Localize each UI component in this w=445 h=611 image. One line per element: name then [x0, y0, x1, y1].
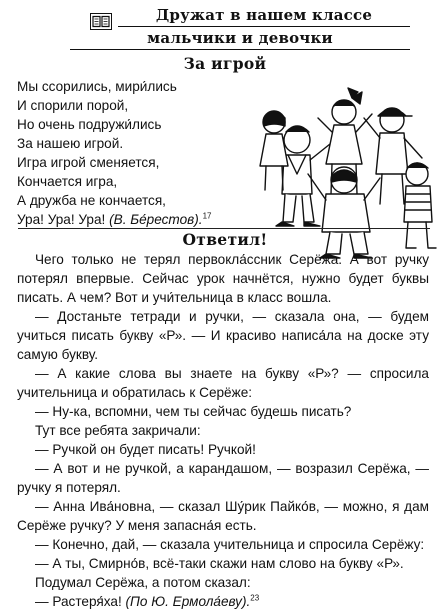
- poem-line: Но очень подружи́лись: [17, 117, 162, 132]
- poem-author: (В. Бе́рестов).: [109, 212, 203, 227]
- poem-footnote: 17: [202, 211, 212, 221]
- story-title: Ответил!: [182, 230, 268, 249]
- poem-line: Кончается игра,: [17, 174, 118, 189]
- poem-last-line: [17, 210, 247, 229]
- section-header-line-1: Дружат в нашем классе: [118, 4, 410, 27]
- section-header: [70, 4, 410, 50]
- story-footnote: 23: [250, 593, 260, 603]
- poem-line: Игра игрой сменяется,: [17, 155, 160, 170]
- story-paragraph: — Ручкой он будет писать! Ручкой!: [35, 442, 256, 457]
- story-paragraph: Тут все ребята закричали:: [35, 423, 201, 438]
- section-header-line-2: мальчики и девочки: [70, 27, 410, 50]
- story-paragraph: — Конечно, дай, — сказала учительница и спросила Серёжу:: [35, 537, 425, 552]
- story-paragraph: — Ну-ка, вспомни, чем ты сейчас будешь писать?: [35, 404, 352, 419]
- story-paragraph: — Анна Ива́новна, — сказал Шу́рик Пайко́в, — можно, я дам Серёже ручку? У меня запасна́я есть.: [17, 499, 429, 533]
- poem-line: И спорили порой,: [17, 98, 129, 113]
- story-author: (По Ю. Ермола́еву).: [125, 594, 251, 609]
- story-paragraph: — А ты, Смирно́в, всё-таки скажи нам слово на букву «Р».: [35, 556, 404, 571]
- poem-line: Мы ссорились, мири́лись: [17, 79, 177, 94]
- story-last-paragraph: [17, 592, 429, 611]
- story-text: [17, 250, 429, 611]
- section-divider: [18, 228, 430, 229]
- story-last-line: — Растеря́ха!: [35, 594, 122, 609]
- story-paragraph: — Достаньте тетради и ручки, — сказала она, — будем учиться писать букву «Р». — И красиво написа́ла на доске эту самую букву.: [17, 309, 429, 362]
- story-paragraph: Подумал Серёжа, а потом сказал:: [35, 575, 251, 590]
- story-paragraph: — А вот и не ручкой, а карандашом, — возразил Серёжа, — ручку я потерял.: [17, 461, 429, 495]
- poem-text: [17, 77, 247, 229]
- poem-line: А дружба не кончается,: [17, 193, 166, 208]
- story-paragraph: Чего только не терял первокла́ссник Серёжа. А вот ручку потерял впервые. Сейчас урок начнётся, нужно будет буквы писать. А чем? Вот и учи́тельница в класс вошла.: [17, 252, 429, 305]
- poem-line: За нашею игрой.: [17, 136, 124, 151]
- story-paragraph: — А какие слова вы знаете на букву «Р»? — спросила учительница и обратилась к Серёже:: [17, 366, 429, 400]
- poem-title: За игрой: [183, 54, 267, 73]
- poem-cheer: Ура! Ура! Ура!: [17, 212, 106, 227]
